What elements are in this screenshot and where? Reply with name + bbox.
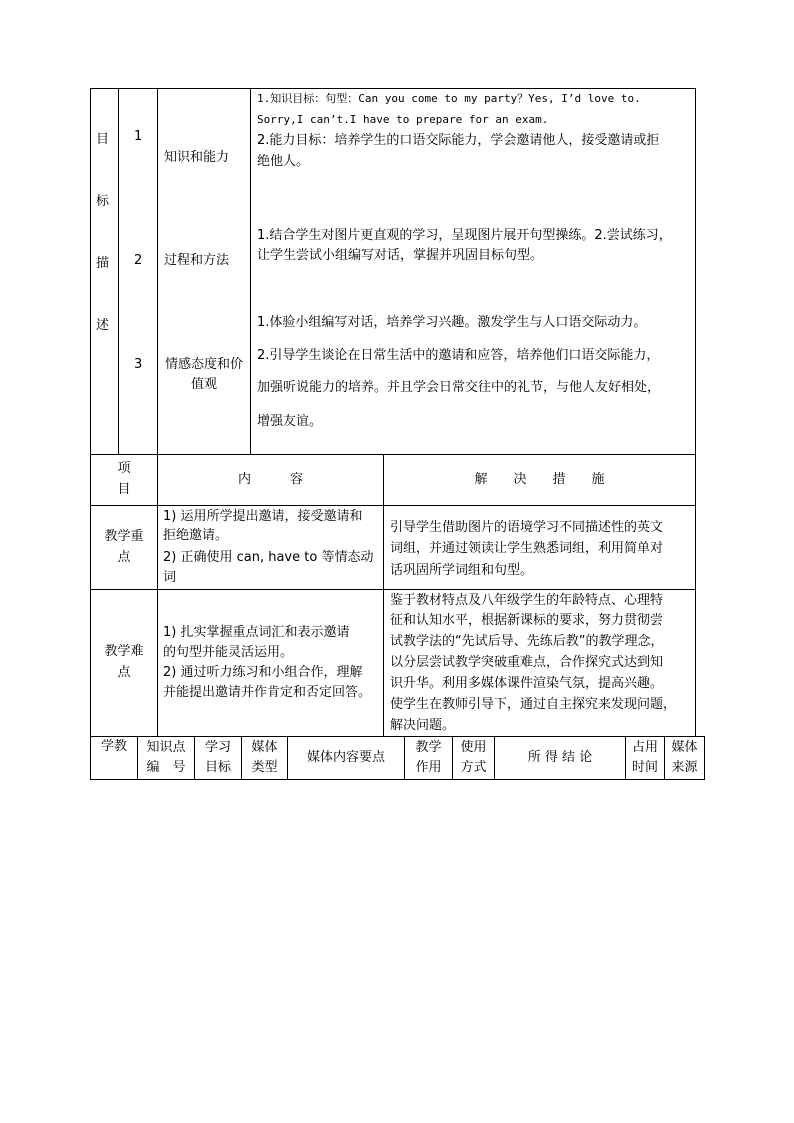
- media-header-cell: 作用: [415, 760, 442, 775]
- objective-text-line: 绝他人。: [257, 154, 310, 169]
- header-content: 内 容: [237, 472, 303, 487]
- difficult-points-measure-line: 以分层尝试教学突破重难点，合作探究式达到知: [390, 655, 664, 670]
- key-points-measure-line: 话巩固所学词组和句型。: [390, 563, 534, 578]
- difficult-points-content-line: 的句型并能灵活运用。: [163, 645, 294, 660]
- media-header-cell: 媒体: [251, 740, 278, 755]
- difficult-points-measure-line: 解决问题。: [390, 718, 456, 733]
- media-header-cell: 来源: [671, 760, 698, 775]
- media-header-cell: 占用: [631, 740, 658, 755]
- objective-category: 值观: [190, 377, 217, 392]
- objective-number: 3: [134, 357, 143, 372]
- objective-text-line: 增强友谊。: [257, 414, 323, 429]
- objective-text-line: 2.能力目标：培养学生的口语交际能力，学会邀请他人，接受邀请或拒: [257, 133, 660, 148]
- media-header-cell: 目标: [204, 760, 231, 775]
- media-header-cell: 编 号: [146, 760, 186, 775]
- key-points-content-line: 1) 运用所学提出邀请，接受邀请和: [163, 509, 363, 524]
- row-divider: [90, 736, 705, 737]
- objective-text-line: 1.结合学生对图片更直观的学习，呈现图片展开句型操练。2.尝试练习，: [257, 228, 672, 243]
- key-points-label: 点: [117, 550, 131, 565]
- media-header-cell: 方式: [460, 760, 487, 775]
- objective-number: 2: [134, 253, 143, 268]
- media-header-cell: 学习: [204, 740, 231, 755]
- difficult-points-label: 教学难: [104, 644, 144, 659]
- objective-text-line: 1.体验小组编写对话，培养学习兴趣。激发学生与人口语交际动力。: [257, 315, 647, 330]
- table-border-left: [90, 736, 91, 780]
- objective-category: 情感态度和价: [164, 357, 243, 372]
- media-header-cell: 媒体内容要点: [306, 750, 385, 765]
- objective-number: 1: [134, 129, 143, 144]
- difficult-points-content-line: 并能提出邀请并作肯定和否定回答。: [163, 685, 372, 700]
- row-divider: [90, 454, 696, 455]
- difficult-points-content-line: 2) 通过听力练习和小组合作，理解: [163, 665, 363, 680]
- difficult-points-measure-line: 征和认知水平，根据新课标的要求，努力贯彻尝: [390, 613, 664, 628]
- key-points-content-line: 拒绝邀请。: [163, 528, 229, 543]
- column-divider: [250, 88, 251, 454]
- key-points-label: 教学重: [104, 529, 144, 544]
- media-header-cell: 使用: [460, 740, 487, 755]
- table-border-right: [704, 736, 705, 780]
- objective-text-line: 加强听说能力的培养。并且学会日常交往中的礼节，与他人友好相处，: [257, 380, 661, 395]
- key-points-measure-line: 词组，并通过领读让学生熟悉词组，利用简单对: [390, 541, 664, 556]
- key-points-content-line: 词: [163, 570, 177, 585]
- media-header-cell: 类型: [251, 760, 278, 775]
- objective-category: 知识和能力: [164, 150, 230, 165]
- objectives-side-label-char: 描: [96, 256, 110, 271]
- difficult-points-measure-line: 试教学法的“先试后导、先练后教”的教学理念，: [390, 634, 664, 649]
- key-points-content-line: 2) 正确使用 can, have to 等情态动: [163, 550, 374, 565]
- key-points-measure-line: 引导学生借助图片的语境学习不同描述性的英文: [390, 520, 664, 535]
- row-divider: [90, 589, 696, 590]
- objective-text-line: 让学生尝试小组编写对话，掌握并巩固目标句型。: [257, 248, 544, 263]
- table-border-bottom: [90, 779, 705, 780]
- header-item: 项: [117, 461, 131, 476]
- objective-category: 过程和方法: [164, 253, 230, 268]
- difficult-points-measure-line: 识升华。利用多媒体课件渲染气氛，提高兴趣。: [390, 676, 664, 691]
- objective-text-line: 1.知识目标：句型：Can you come to my party？Yes, I’d love to.: [257, 92, 641, 105]
- media-header-cell: 教学: [415, 740, 442, 755]
- difficult-points-content-line: 1) 扎实掌握重点词汇和表示邀请: [163, 625, 350, 640]
- objectives-side-label-char: 述: [96, 318, 110, 333]
- column-divider: [118, 88, 119, 454]
- header-measures: 解 决 措 施: [474, 472, 605, 487]
- header-item: 目: [117, 482, 131, 497]
- objectives-side-label-char: 目: [96, 132, 110, 147]
- row-divider: [90, 505, 696, 506]
- objectives-side-label-char: 标: [96, 194, 110, 209]
- column-divider: [383, 454, 384, 736]
- objective-text-line: Sorry,I can’t.I have to prepare for an exam.: [257, 113, 549, 126]
- difficult-points-measure-line: 使学生在教师引导下，通过自主探究来发现问题，: [390, 697, 677, 712]
- media-header-cell: 媒体: [671, 740, 698, 755]
- table-border-left: [90, 88, 91, 736]
- media-header-cell: 学教: [101, 739, 128, 754]
- media-header-cell: 时间: [631, 760, 658, 775]
- table-border-right: [695, 88, 696, 736]
- column-divider: [157, 88, 158, 736]
- objective-text-line: 2.引导学生谈论在日常生活中的邀请和应答，培养他们口语交际能力，: [257, 348, 660, 363]
- difficult-points-measure-line: 鉴于教材特点及八年级学生的年龄特点、心理特: [390, 593, 664, 608]
- media-header-cell: 知识点: [146, 740, 186, 755]
- media-header-cell: 所 得 结 论: [527, 750, 593, 765]
- difficult-points-label: 点: [117, 665, 131, 680]
